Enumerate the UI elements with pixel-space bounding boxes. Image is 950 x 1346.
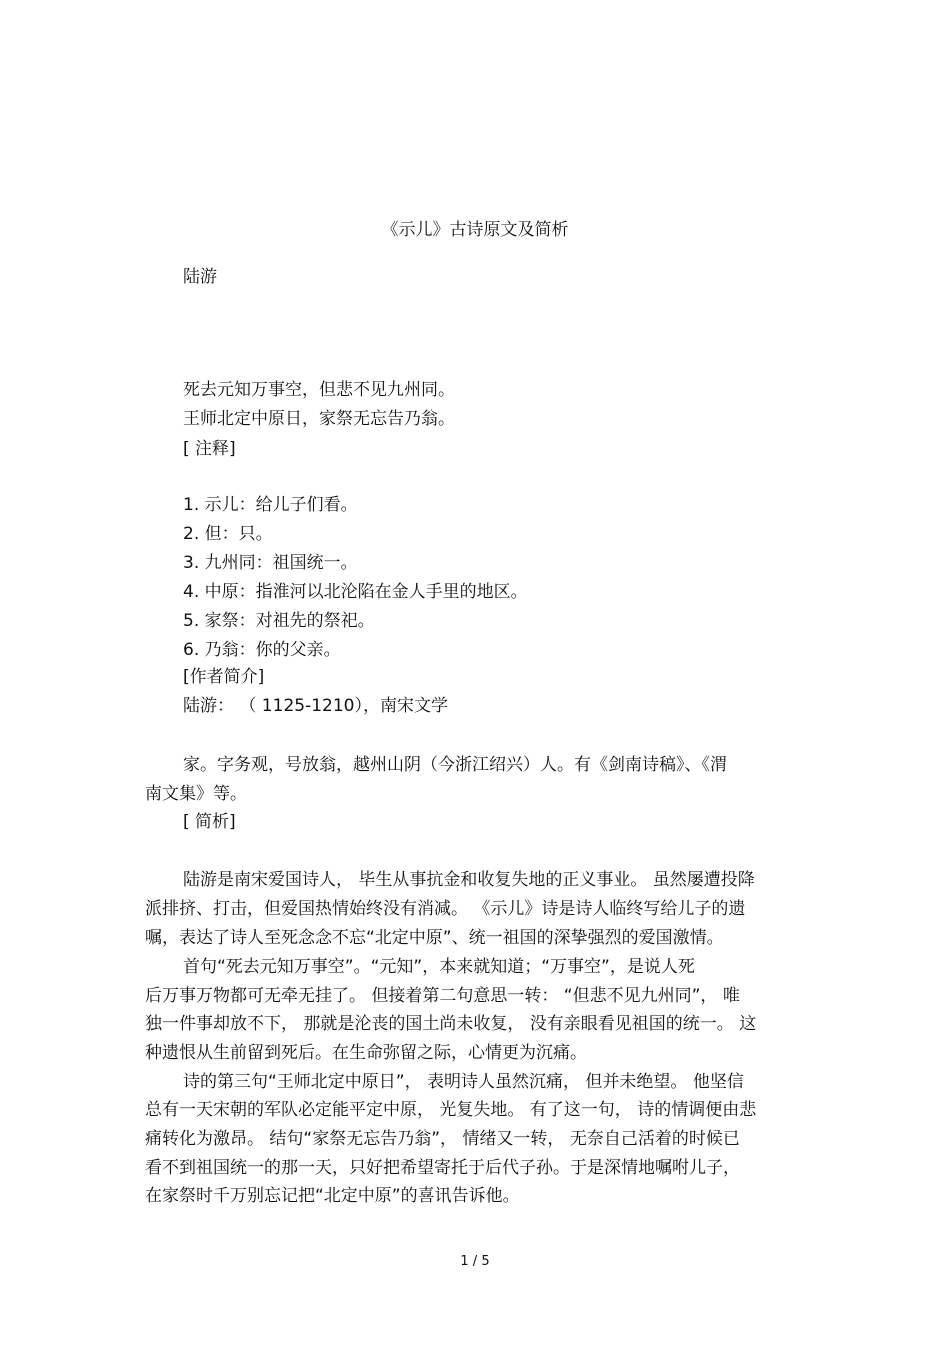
analysis-line: 种遗恨从生前留到死后。在生命弥留之际，心情更为沉痛。 xyxy=(145,1043,587,1063)
note-item: 2. 但：只。 xyxy=(183,524,273,544)
note-item: 4. 中原：指淮河以北沦陷在金人手里的地区。 xyxy=(183,582,528,602)
analysis-line: 诗的第三句“王师北定中原日”， 表明诗人虽然沉痛， 但并未绝望。 他坚信 xyxy=(183,1072,744,1092)
note-item: 5. 家祭：对祖先的祭祀。 xyxy=(183,611,375,631)
analysis-line: 在家祭时千万别忘记把“北定中原”的喜讯告诉他。 xyxy=(145,1186,520,1206)
bio-heading: [作者简介] xyxy=(183,667,265,687)
page-number: 1 / 5 xyxy=(460,1254,490,1269)
analysis-line: 嘱，表达了诗人至死念念不忘“北定中原”、统一祖国的深挚强烈的爱国激情。 xyxy=(145,928,724,948)
note-item: 3. 九州同：祖国统一。 xyxy=(183,553,358,573)
analysis-line: 首句“死去元知万事空”。“元知”，本来就知道；“万事空”，是说人死 xyxy=(183,957,695,977)
bio-line: 家。字务观，号放翁，越州山阴（今浙江绍兴）人。有《剑南诗稿》、《渭 xyxy=(183,755,727,775)
analysis-line: 看不到祖国统一的那一天，只好把希望寄托于后代子孙。于是深情地嘱咐儿子， xyxy=(145,1158,740,1178)
analysis-line: 后万事万物都可无牵无挂了。 但接着第二句意思一转： “但悲不见九州同”， 唯 xyxy=(145,986,740,1006)
bio-line: 陆游： （ 1125-1210），南宋文学 xyxy=(183,696,448,716)
author-line: 陆游 xyxy=(183,267,217,287)
note-item: 1. 示儿：给儿子们看。 xyxy=(183,495,358,515)
bio-line: 南文集》等。 xyxy=(145,784,247,804)
analysis-line: 独一件事却放不下， 那就是沦丧的国土尚未收复， 没有亲眼看见祖国的统一。 这 xyxy=(145,1014,757,1034)
analysis-heading: [ 简析] xyxy=(183,812,236,832)
note-item: 6. 乃翁：你的父亲。 xyxy=(183,640,341,660)
poem-line-2: 王师北定中原日，家祭无忘告乃翁。 xyxy=(183,409,455,429)
analysis-line: 派排挤、打击，但爱国热情始终没有消减。 《示儿》诗是诗人临终写给儿子的遗 xyxy=(145,899,746,919)
document-title: 《示儿》古诗原文及简析 xyxy=(381,220,569,240)
analysis-line: 陆游是南宋爱国诗人， 毕生从事抗金和收复失地的正义事业。 虽然屡遭投降 xyxy=(183,870,755,890)
analysis-line: 痛转化为激昂。 结句“家祭无忘告乃翁”， 情绪又一转， 无奈自己活着的时候已 xyxy=(145,1129,740,1149)
notes-heading: [ 注释] xyxy=(183,439,236,459)
poem-line-1: 死去元知万事空，但悲不见九州同。 xyxy=(183,380,455,400)
analysis-line: 总有一天宋朝的军队必定能平定中原， 光复失地。 有了这一句， 诗的情调便由悲 xyxy=(145,1100,757,1120)
